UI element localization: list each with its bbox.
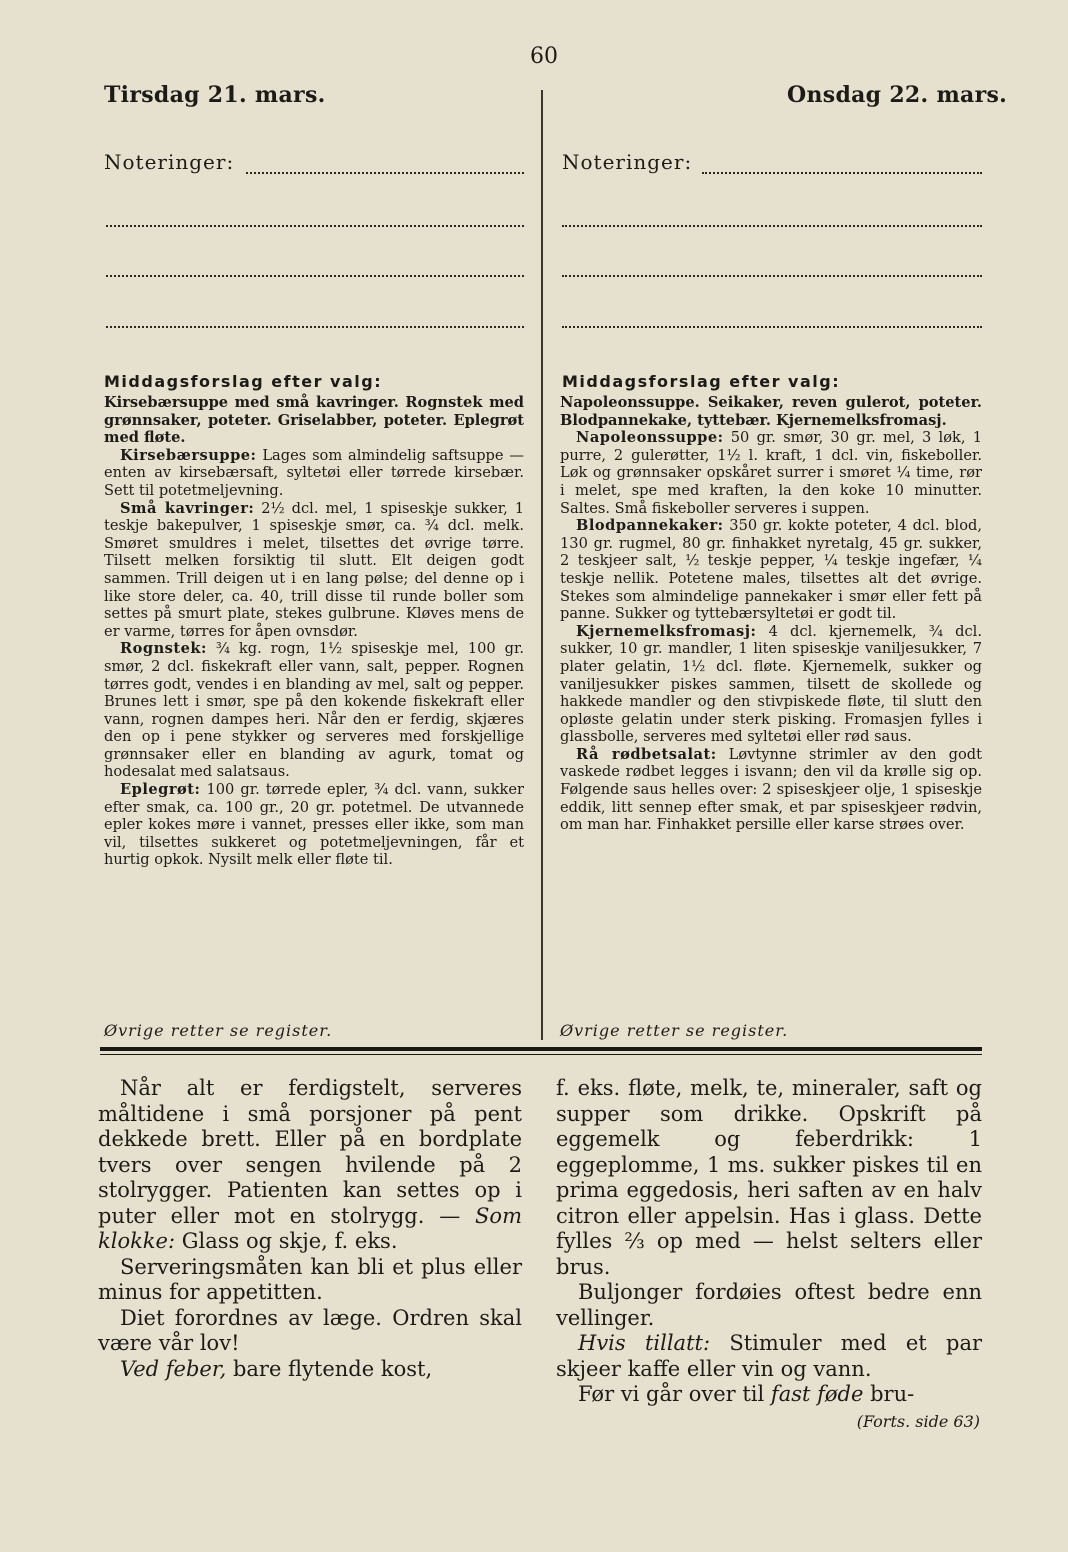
left-recipes [104, 394, 524, 869]
right-notes-label: Noteringer: [562, 150, 693, 174]
left-notes-line-1 [246, 172, 524, 174]
bottom-right-text [556, 1076, 982, 1408]
right-recipe-2: Blodpannekaker: 350 gr. kokte poteter, 4 dcl. blod, 130 gr. rugmel, 80 gr. finhakket nyretalg, 45 gr. sukker, 2 teskjeer salt, ½ teskje pepper, ¼ teskje ingefær, ¼ teskje nellik. Potetene males, tilsettes alt det øvrige. Stekes som almindelige pannekaker i smør eller fett på panne. Sukker og tyttebærsyltetøi er godt til. [560, 517, 982, 623]
left-recipe-3: Rognstek: ¾ kg. rogn, 1½ spiseskje mel, 100 gr. smør, 2 dcl. fiskekraft eller vann, salt, pepper. Rognen tørres godt, vendes i en blanding av mel, salt og pepper. Brunes lett i smør, spe på den kokende fiskekraft eller vann, rognen dampes heri. Når den er ferdig, skjæres den op i pene stykker og serveres med forskjellige grønnsaker eller en blanding av agurk, tomat og hodesalat med salatsaus. [104, 640, 524, 781]
left-menu: Kirsebærsuppe med små kavringer. Rognstek med grønnsaker, poteter. Griselabber, poteter. Eplegrøt med fløte. [104, 394, 524, 447]
bottom-right-p4: Før vi går over til fast føde bru- [578, 1382, 915, 1406]
right-other-dishes: Øvrige retter se register. [560, 1021, 789, 1040]
left-notes-label: Noteringer: [104, 150, 235, 174]
right-notes-line-4 [562, 326, 982, 328]
left-recipe-4: Eplegrøt: 100 gr. tørrede epler, ¾ dcl. vann, sukker efter smak, ca. 100 gr., 20 gr. potetmel. De utvannede epler kokes møre i vannet, presses eller ikke, som man vil, tilsettes sukkeret og potetmeljevningen, får et hurtig opkok. Nysilt melk eller fløte til. [104, 781, 524, 869]
continued-note: (Forts. side 63) [856, 1412, 980, 1431]
left-notes-line-4 [106, 326, 524, 328]
page-number: 60 [530, 44, 558, 69]
left-notes-line-3 [106, 275, 524, 277]
left-dinner-heading: Middagsforslag efter valg: [104, 372, 383, 391]
left-notes-line-2 [106, 225, 524, 227]
bottom-left-p4: Ved feber, bare flytende kost, [120, 1356, 433, 1381]
right-recipe-4: Rå rødbetsalat: Løvtynne strimler av den godt vaskede rødbet legges i isvann; den vil da krølle sig op. Følgende saus helles over: 2 spiseskjeer olje, 1 spiseskje eddik, litt sennep efter smak, et par spiseskjeer rødvin, om man har. Finhakket persille eller karse strøes over. [560, 745, 982, 834]
bottom-left-text [98, 1076, 522, 1382]
left-recipe-1: Kirsebærsuppe: Lages som almindelig saftsuppe — enten av kirsebærsaft, syltetøi eller tørrede kirsebær. Sett til potetmeljevning. [104, 446, 524, 499]
bottom-right-p1: f. eks. fløte, melk, te, mineraler, saft og supper som drikke. Opskrift på eggemelk og feberdrikk: 1 eggeplomme, 1 ms. sukker piskes til en prima eggedosis, heri saften av en halv citron eller appelsin. Has i glass. Dette fylles ⅔ op med — helst selters eller brus. [556, 1076, 982, 1279]
left-other-dishes: Øvrige retter se register. [104, 1021, 333, 1040]
bottom-left-p3: Diet forordnes av læge. Ordren skal være vår lov! [98, 1305, 522, 1355]
right-dinner-heading: Middagsforslag efter valg: [562, 372, 841, 391]
left-recipe-2: Små kavringer: 2½ dcl. mel, 1 spiseskje sukker, 1 teskje bakepulver, 1 spiseskje smør, ca. ¾ dcl. melk. Smøret smuldres i melet, tilsettes det øvrige tørre. Tilsett melken forsiktig til slutt. Elt deigen godt sammen. Trill deigen ut i en lang pølse; del denne op i like store deler, ca. 40, trill disse til runde boller som settes på smurt plate, stekes gulbrune. Kløves mens de er varme, tørres for åpen ovnsdør. [104, 499, 524, 640]
right-menu: Napoleonssuppe. Seikaker, reven gulerot, poteter. Blodpannekake, tyttebær. Kjernemelksfromasj. [560, 394, 982, 429]
section-rule-thick [100, 1047, 982, 1051]
bottom-left-p1: Når alt er ferdigstelt, serveres måltidene i små porsjoner på pent dekkede brett. Eller på en bordplate tvers over sengen hvilende på 2 stolrygger. Patienten kan settes op i puter eller mot en stolrygg. — Som klokke: Glass og skje, f. eks. [98, 1076, 522, 1253]
bottom-right-p3: Hvis tillatt: Stimuler med et par skjeer kaffe eller vin og vann. [556, 1331, 982, 1381]
bottom-left-p2: Serveringsmåten kan bli et plus eller minus for appetitten. [98, 1254, 522, 1304]
right-recipes [560, 394, 982, 834]
column-divider [541, 90, 543, 1040]
right-recipe-1: Napoleonssuppe: 50 gr. smør, 30 gr. mel, 3 løk, 1 purre, 2 gulerøtter, 1½ l. kraft, 1 dcl. vin, fiskeboller. Løk og grønnsaker opskåret surrer i smøret ¼ time, rør i melet, spe med kraften, la den koke 10 minutter. Saltes. Små fiskeboller serveres i suppen. [560, 429, 982, 517]
right-day-heading: Onsdag 22. mars. [787, 82, 1008, 108]
bottom-right-p2: Buljonger fordøies oftest bedre enn vellinger. [556, 1280, 982, 1330]
right-notes-line-3 [562, 275, 982, 277]
right-notes-line-1 [702, 172, 982, 174]
section-rule-thin [100, 1054, 982, 1055]
left-day-heading: Tirsdag 21. mars. [104, 82, 326, 108]
right-notes-line-2 [562, 225, 982, 227]
right-recipe-3: Kjernemelksfromasj: 4 dcl. kjernemelk, ¾ dcl. sukker, 10 gr. mandler, 1 liten spiseskje vaniljesukker, 7 plater gelatin, 1½ dcl. fløte. Kjernemelk, sukker og vaniljesukker piskes sammen, tilsett de skollede og hakkede mandler og den stivpiskede fløte, til slutt den opløste gelatin under sterk pisking. Fromasjen fylles i glassbolle, serveres med syltetøi eller rød saus. [560, 622, 982, 746]
